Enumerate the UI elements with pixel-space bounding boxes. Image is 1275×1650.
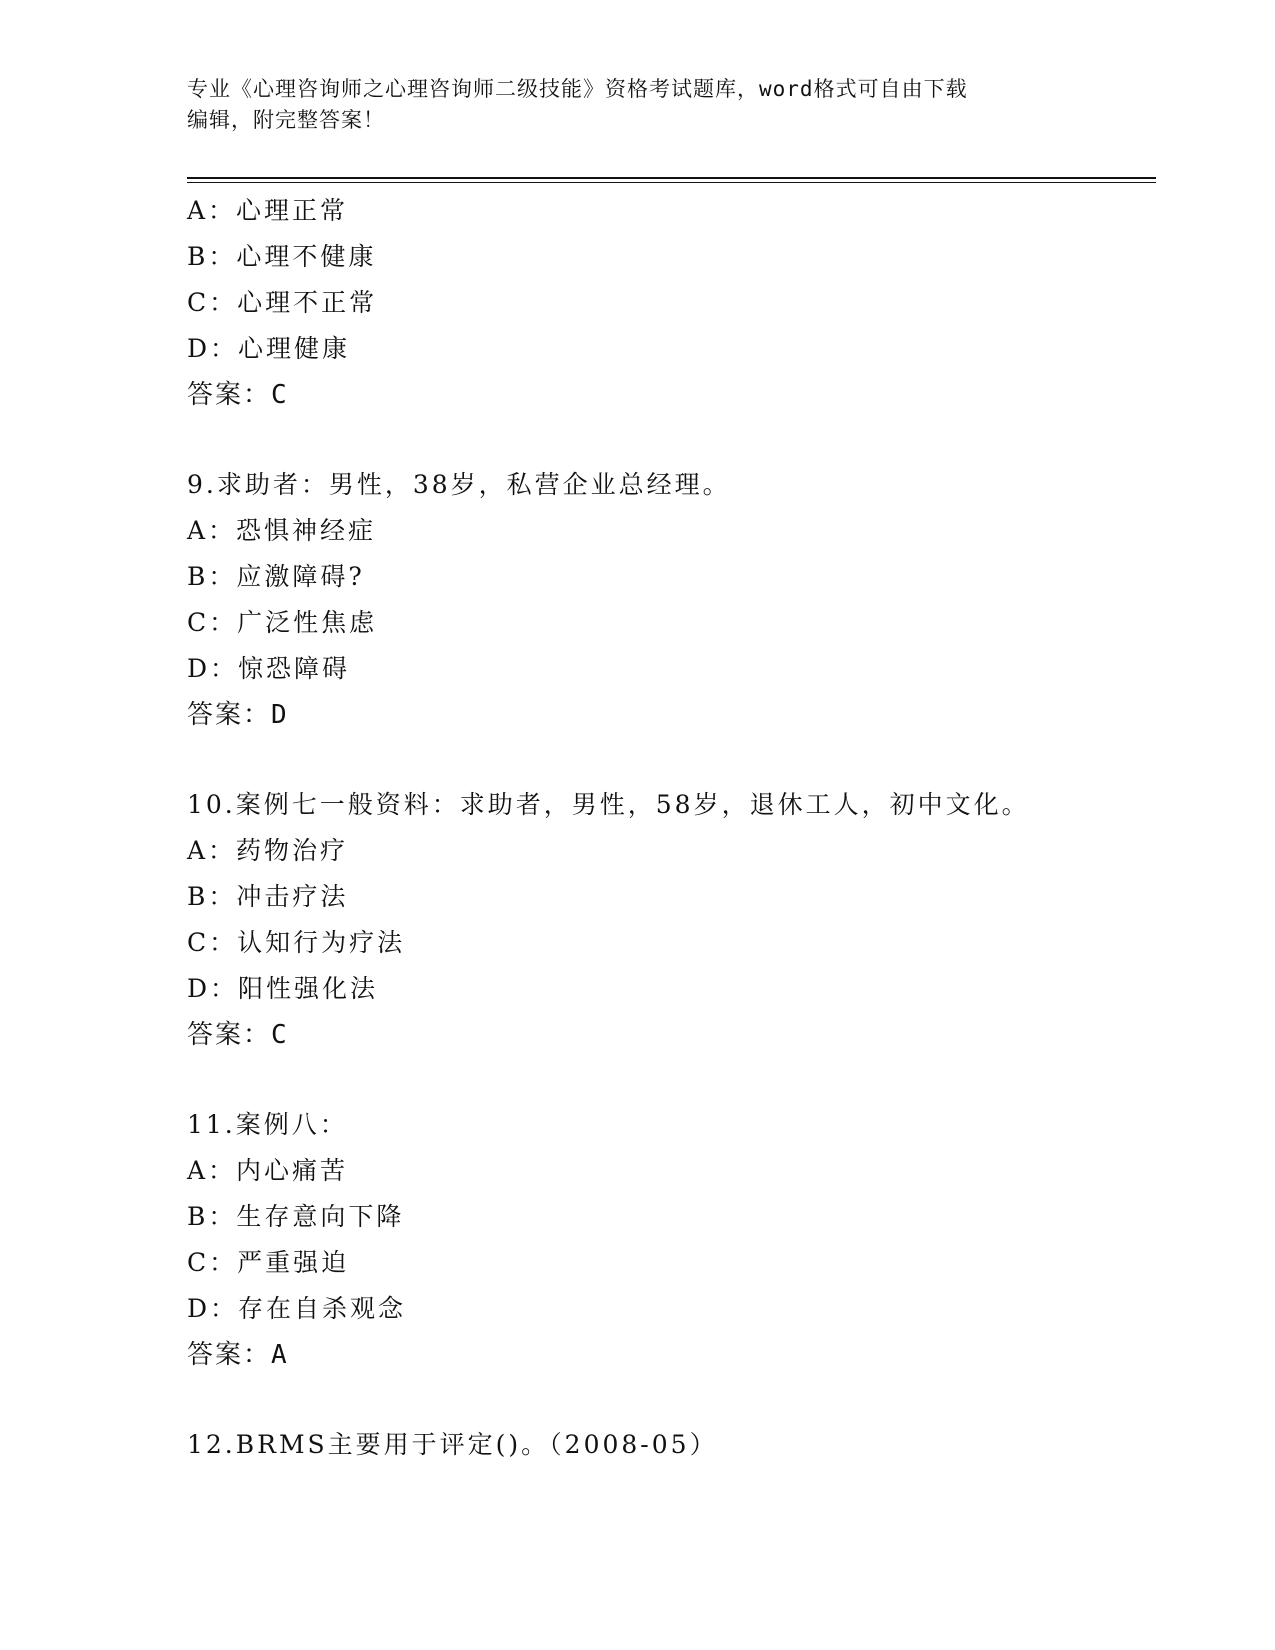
answer-label: 答案： [187,380,272,410]
option-d: D：阳性强化法 [187,974,379,1003]
option-a: A：心理正常 [187,196,349,225]
question-8 [187,188,1147,418]
question-11 [187,1102,1147,1378]
answer-value: D [271,700,289,730]
question-stem: 10.案例七一般资料：求助者，男性，58岁，退休工人，初中文化。 [187,790,1030,819]
header-rule-thick [187,177,1156,179]
answer-value: C [271,380,289,410]
option-b: B：生存意向下降 [187,1202,405,1231]
option-d: D：心理健康 [187,334,351,363]
question-stem: 9.求助者：男性，38岁，私营企业总经理。 [187,470,731,499]
answer-label: 答案： [187,700,272,730]
answer-line [187,1012,1147,1058]
option-c: C：心理不正常 [187,288,378,317]
option-a: A：恐惧神经症 [187,516,377,545]
question-9 [187,462,1147,738]
header-rule-thin [187,182,1156,183]
answer-value: A [271,1340,289,1370]
question-10 [187,782,1147,1058]
option-c: C：严重强迫 [187,1248,350,1277]
option-c: C：广泛性焦虑 [187,608,378,637]
option-c: C：认知行为疗法 [187,928,406,957]
option-b: B：冲击疗法 [187,882,349,911]
answer-line [187,692,1147,738]
answer-line [187,1332,1147,1378]
answer-label: 答案： [187,1020,272,1050]
header-line-2: 编辑，附完整答案！ [187,108,385,132]
document-header [187,74,1087,136]
answer-line [187,372,1147,418]
question-list [187,188,1147,1468]
option-b: B：应激障碍? [187,562,365,591]
question-12 [187,1422,1147,1468]
option-a: A：内心痛苦 [187,1156,349,1185]
answer-label: 答案： [187,1340,272,1370]
question-stem: 12.BRMS主要用于评定()。（2008-05） [187,1430,718,1459]
header-line-1: 专业《心理咨询师之心理咨询师二级技能》资格考试题库，word格式可自由下载 [187,77,968,101]
answer-value: C [271,1020,289,1050]
option-b: B：心理不健康 [187,242,377,271]
option-d: D：存在自杀观念 [187,1294,407,1323]
option-a: A：药物治疗 [187,836,349,865]
question-stem: 11.案例八： [187,1110,348,1139]
option-d: D：惊恐障碍 [187,654,351,683]
